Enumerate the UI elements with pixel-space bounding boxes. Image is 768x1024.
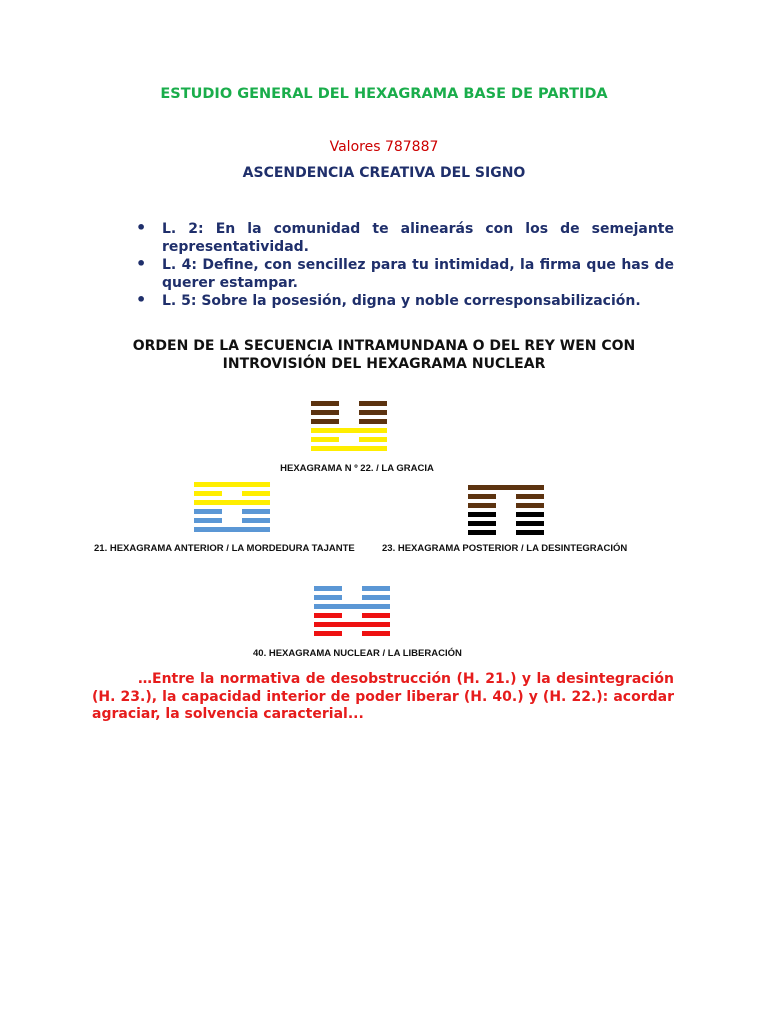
broken-line xyxy=(314,613,390,618)
solid-line xyxy=(311,446,387,451)
line-segment xyxy=(314,604,390,609)
line-segment xyxy=(311,428,387,433)
hexagram-next-caption: 23. HEXAGRAMA POSTERIOR / LA DESINTEGRACIÓN xyxy=(382,543,628,554)
broken-line xyxy=(314,631,390,636)
line-segment xyxy=(242,491,270,496)
line-segment xyxy=(468,530,496,535)
list-item: • L. 5: Sobre la posesión, digna y noble corresponsabilización. xyxy=(136,290,641,309)
line-segment xyxy=(194,500,270,505)
line-segment xyxy=(359,410,387,415)
order-heading: ORDEN DE LA SECUENCIA INTRAMUNDANA O DEL REY WEN CON INTROVISIÓN DEL HEXAGRAMA NUCLEAR xyxy=(132,338,636,372)
line-segment xyxy=(359,419,387,424)
bullet-icon: • xyxy=(136,254,147,273)
hexagram-previous-caption: 21. HEXAGRAMA ANTERIOR / LA MORDEDURA TAJANTE xyxy=(94,543,355,554)
line-segment xyxy=(311,410,339,415)
broken-line xyxy=(194,491,270,496)
line-segment xyxy=(468,512,496,517)
line-segment xyxy=(362,631,390,636)
line-segment xyxy=(314,586,342,591)
line-segment xyxy=(311,419,339,424)
line-segment xyxy=(242,518,270,523)
line-segment xyxy=(468,503,496,508)
line-segment xyxy=(314,622,390,627)
solid-line xyxy=(311,428,387,433)
broken-line xyxy=(314,595,390,600)
broken-line xyxy=(194,509,270,514)
line-segment xyxy=(314,631,342,636)
line-segment xyxy=(468,494,496,499)
line-segment xyxy=(362,595,390,600)
solid-line xyxy=(314,604,390,609)
hexagram-main-caption: HEXAGRAMA N º 22. / LA GRACIA xyxy=(280,463,434,474)
line-segment xyxy=(194,491,222,496)
broken-line xyxy=(468,512,544,517)
line-segment xyxy=(359,401,387,406)
line-segment xyxy=(516,494,544,499)
solid-line xyxy=(194,527,270,532)
document-title: ESTUDIO GENERAL DEL HEXAGRAMA BASE DE PARTIDA xyxy=(160,86,608,102)
line-segment xyxy=(468,521,496,526)
broken-line xyxy=(311,410,387,415)
line-segment xyxy=(194,482,270,487)
broken-line xyxy=(311,419,387,424)
bullet-icon: • xyxy=(136,218,147,237)
line-segment xyxy=(314,613,342,618)
hexagram-previous-icon xyxy=(194,482,270,536)
hexagram-next-icon xyxy=(468,485,544,539)
hexagram-nuclear-icon xyxy=(314,586,390,640)
line-segment xyxy=(516,503,544,508)
broken-line xyxy=(468,494,544,499)
broken-line xyxy=(311,437,387,442)
line-segment xyxy=(516,521,544,526)
broken-line xyxy=(311,401,387,406)
solid-line xyxy=(468,485,544,490)
line-segment xyxy=(242,509,270,514)
line-segment xyxy=(362,586,390,591)
list-item: • L. 4: Define, con sencillez para tu intimidad, la firma que has de querer estampar. xyxy=(136,254,674,291)
list-item: • L. 2: En la comunidad te alinearás con los de semejante representatividad. xyxy=(136,218,674,255)
line-segment xyxy=(468,485,544,490)
line-list xyxy=(92,220,674,310)
solid-line xyxy=(194,500,270,505)
values-text: Valores 787887 xyxy=(329,139,439,155)
closing-paragraph: …Entre la normativa de desobstrucción (H. 21.) y la desintegración (H. 23.), la capacidad interior de poder liberar (H. 40.) y (H. 22.): acordar agraciar, la solvencia caracterial... xyxy=(92,671,674,722)
line-segment xyxy=(362,613,390,618)
solid-line xyxy=(314,622,390,627)
line-segment xyxy=(194,518,222,523)
line-segment xyxy=(516,530,544,535)
hexagram-main-icon xyxy=(311,401,387,455)
bullet-icon: • xyxy=(136,290,147,309)
line-segment xyxy=(314,595,342,600)
broken-line xyxy=(468,521,544,526)
section-heading: ASCENDENCIA CREATIVA DEL SIGNO xyxy=(242,165,526,181)
solid-line xyxy=(194,482,270,487)
broken-line xyxy=(314,586,390,591)
broken-line xyxy=(468,530,544,535)
line-segment xyxy=(311,437,339,442)
line-segment xyxy=(194,527,270,532)
line-segment xyxy=(516,512,544,517)
line-segment xyxy=(194,509,222,514)
line-segment xyxy=(311,401,339,406)
hexagram-nuclear-caption: 40. HEXAGRAMA NUCLEAR / LA LIBERACIÓN xyxy=(253,648,462,659)
broken-line xyxy=(468,503,544,508)
line-segment xyxy=(359,437,387,442)
line-segment xyxy=(311,446,387,451)
broken-line xyxy=(194,518,270,523)
